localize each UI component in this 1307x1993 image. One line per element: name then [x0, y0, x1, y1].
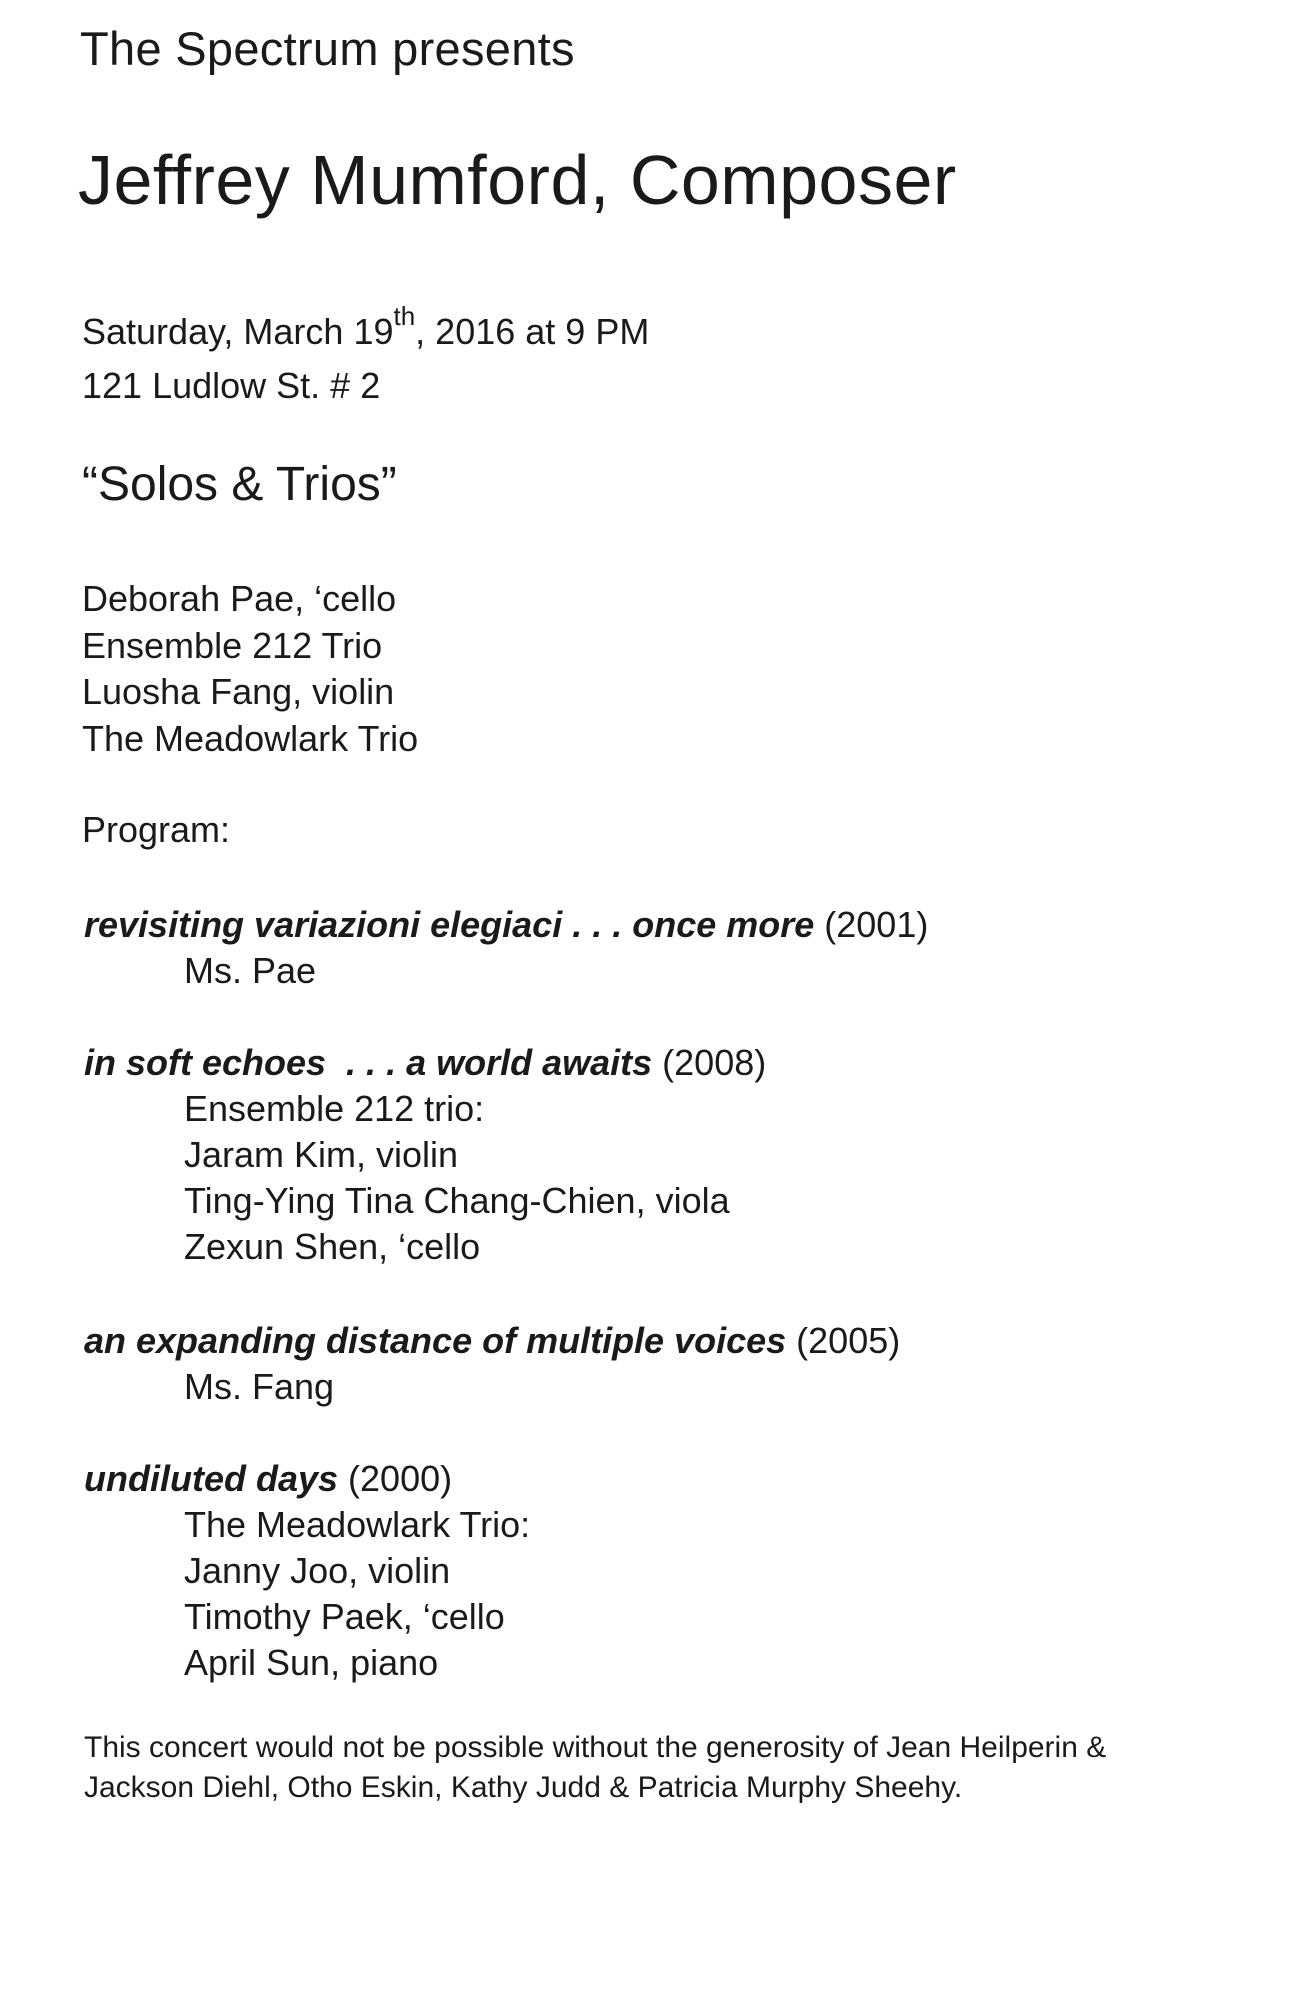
- event-address: 121 Ludlow St. # 2: [82, 365, 381, 406]
- performer-item: Ensemble 212 Trio: [82, 624, 383, 666]
- performer-item: The Meadowlark Trio: [82, 717, 419, 759]
- performer-list: [82, 576, 418, 762]
- piece-heading: [84, 1456, 530, 1502]
- player-line: Zexun Shen, ‘cello: [184, 1226, 481, 1267]
- player-line: Jaram Kim, violin: [184, 1134, 459, 1175]
- event-date: [82, 301, 650, 354]
- concert-title: “Solos & Trios”: [82, 458, 397, 511]
- piece-title: undiluted days: [84, 1458, 339, 1499]
- piece-players: [84, 948, 928, 994]
- presenter-line: The Spectrum presents: [80, 22, 575, 75]
- page-title: Jeffrey Mumford, Composer: [78, 141, 957, 219]
- performer-item: Deborah Pae, ‘cello: [82, 578, 397, 619]
- piece-title: an expanding distance of multiple voices: [84, 1320, 787, 1361]
- piece-players: [84, 1086, 766, 1270]
- player-line: Ms. Fang: [184, 1366, 335, 1407]
- player-line: Ms. Pae: [184, 950, 317, 991]
- piece-title: in soft echoes . . . a world awaits: [84, 1042, 653, 1083]
- date-ordinal: th: [393, 301, 416, 331]
- player-line: Ting-Ying Tina Chang-Chien, viola: [184, 1180, 730, 1221]
- piece-year: (2008): [652, 1042, 767, 1083]
- date-prefix: Saturday, March 19: [82, 311, 394, 352]
- piece-year: (2005): [786, 1320, 901, 1361]
- player-line: The Meadowlark Trio:: [184, 1504, 531, 1545]
- player-line: Ensemble 212 trio:: [184, 1088, 485, 1129]
- piece-heading: [84, 902, 928, 948]
- program-piece: [84, 1318, 900, 1410]
- piece-players: [84, 1502, 530, 1686]
- piece-heading: [84, 1040, 766, 1086]
- program-label: Program:: [82, 809, 231, 850]
- piece-players: [84, 1364, 900, 1410]
- program-piece: [84, 1456, 530, 1686]
- player-line: Timothy Paek, ‘cello: [184, 1596, 505, 1637]
- program-piece: [84, 1040, 766, 1270]
- piece-year: (2001): [814, 904, 929, 945]
- piece-heading: [84, 1318, 900, 1364]
- acknowledgement-text: This concert would not be possible without the generosity of Jean Heilperin & Jackson Diehl, Otho Eskin, Kathy Judd & Patricia Murphy Sheehy.: [84, 1731, 1107, 1804]
- piece-title: revisiting variazioni elegiaci . . . once more: [84, 904, 815, 945]
- piece-year: (2000): [338, 1458, 453, 1499]
- player-line: Janny Joo, violin: [184, 1550, 451, 1591]
- performer-item: Luosha Fang, violin: [82, 671, 395, 712]
- program-piece: [84, 902, 928, 994]
- date-suffix: , 2016 at 9 PM: [415, 311, 650, 352]
- player-line: April Sun, piano: [184, 1642, 439, 1683]
